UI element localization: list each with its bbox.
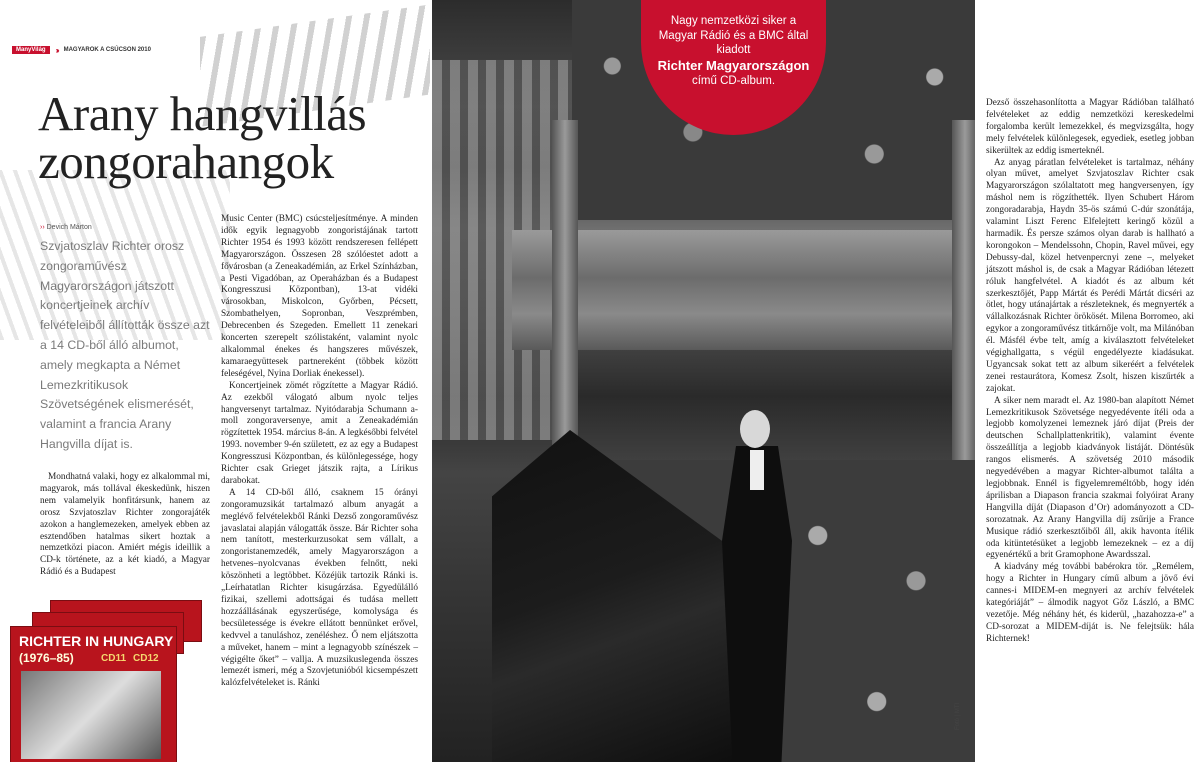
paragraph: Music Center (BMC) csúcsteljesítménye. A minden idők egyik legnagyobb zongoristájának tartott Richter 1954 és 1993 között rendszeresen fellépett Magyarországon. Összesen 28 szólóestet adott a fővárosban (a Zeneakadémián, az Erkel Színházban, a Pesti Vigadóban, az Operaházban és a Budapest Kongresszusi Központban), 13-at vidéki városokban, Miskolcon, Győrben, Pécsett, Szombathelyen, Sopronban, Veszprémben, Debrecenben és Szegeden. Emellett 11 zenekari koncerten szerepelt szólistaként, valamint nyolc alkalommal énekes és hangszeres művészek, kamaraegyüttesek partnereként (többek között feleségével, Nyina Dorliak énekessel). (221, 214, 418, 379)
paragraph: Az anyag páratlan felvételeket is tartalmaz, néhány olyan művet, amelyet Szvjatoszlav Richter csak Magyarországon szólaltatott meg hangversenyen, így máshol nem is rögzíthették. Ilyen Schubert Három zongoradarabja, Haydn 35-ös számú C-dúr szonátája, valamint Liszt Ferenc Elfelejtett keringő közül a harmadik. És persze számos olyan darab is hallható a korongokon – Mendelssohn, Chopin, Ravel művei, egy Debussy-dal, közel hetvenpercnyi zene –, melyeket játszott máshol is, de csak a Magyar Rádióban létezett róluk hangfelvétel. A kiadót és az album két szerkesztőjét, Papp Mártát és Perédi Mártát dicséri az ötlet, hogy utánajártak a részleteknek, és megnyerték a vállalkozásnak Richter örökösét. Milena Borromeo, aki egykor a zongoraművész titkárnője volt, ma Milánóban él. Másfél évbe telt, amíg a kiválasztott felvételeket végighallgatta, s végül engedélyezte kiadásukat. Ugyancsak sokat tett az album sikeréért a felvételek zenei restaurátora, Komesz Zsolt, hiszen kiszűrték a zajokat. (986, 157, 1194, 394)
balcony-railing (512, 230, 975, 350)
pianist-figure (722, 410, 792, 762)
left-page (0, 0, 430, 762)
badge-line-1: Nagy nemzetközi siker a Magyar Rádió és a BMC által kiadott (658, 15, 809, 56)
badge-highlight: Richter Magyarországon (657, 57, 810, 73)
pianist-shirt (750, 450, 764, 490)
pianist-head (740, 410, 770, 448)
paragraph: A 14 CD-ből álló, csaknem 15 órányi zongoramuzsikát tartalmazó album anyagát a meglévő felvételekből Ránki Dezső zongoraművész javaslatai alapján válogatták össze. Bár Richter soha nem tanított, mesterkurzusokat sem vállalt, a zongoristanemzedék, amely Magyarországon a hetvenes–nyolcvanas években felnőtt, neki köszönheti a legtöbbet. Közéjük tartozik Ránki is. „Leírhatatlan Richter kisugárzása. Egyedülálló fizikai, szellemi adottságai és tudása mellett hozzáállásának egyszerűsége, komolysága és becsületessége is évekre ellátott bennünket erővel, kedvvel a tanuláshoz, zenéléshez. Ő nem eljátszotta a műveket, hanem – mint a legnagyobb színészek – végigélte őket” – vallja. A muzsikuslegenda összes lemezét ismeri, még a Szovjetunióból kicsempészett kalózfelvételeket is. Ránki (221, 487, 418, 689)
paragraph: Koncertjeinek zömét rögzítette a Magyar Rádió. Az ezekből válogató album nyolc teljes hangversenyt tartalmaz. Nyitódarabja Schumann a-moll zongoraversenye, amit a Zeneakadémián rögzítettek 1954. március 8-án. A legkésőbbi felvétel 1993. november 9-én született, ez az egy a Budapest Kongresszusi Központban, és különlegessége, hogy Richter csak Grieget játszik rajta, a Lírikus darabokat. (221, 380, 418, 486)
cd-disc-label: CD11 (101, 653, 127, 664)
body-column-2 (221, 214, 418, 690)
badge-line-2: című CD-album. (691, 74, 776, 87)
cd-box-front (10, 626, 177, 762)
cd-years: (1976–85) (19, 651, 74, 665)
author-name: Devich Márton (46, 224, 92, 231)
cd-title: RICHTER IN HUNGARY (19, 633, 174, 649)
paragraph: Dezső összehasonlította a Magyar Rádióban található felvételeket az eddig nemzetközi kereskedelmi forgalomba került lemezekkel, és megvizsgálta, hogy mely felvételek különlegesek, egyediek, esetleg jobban sikerültek az eddig ismerteknél. (986, 98, 1194, 156)
chevron-right-icon: ›› (40, 224, 45, 231)
badge-text (653, 14, 814, 88)
cd-disc-label: CD12 (133, 653, 159, 664)
section-header (12, 44, 151, 56)
cd-cover-photo (21, 671, 161, 759)
paragraph: Mondhatná valaki, hogy ez alkalommal mi, magyarok, más tollával ékeskedünk, hiszen nem valamelyik honfitársunk, hanem az orosz Szvjatoszlav Richter zongorajáték azokon a hanglemezeken, amelyek ebben az esztendőben hatalmas sikert hoztak a nemzetközi piacon. Amiért mégis ideillik a CD-k története, az a két kiadó, a Magyar Rádió és a Budapest (40, 472, 210, 578)
article-title: Arany hangvillás zongorahangok (38, 86, 367, 189)
article-lead: Szvjatoszlav Richter orosz zongoraművész Magyarországon játszott koncertjeinek archív felvételeiből állították össze azt a 14 CD-ből álló albumot, amely megkapta a Német Lemezkritikusok Szövetségének elismerését, valamint a francia Arany Hangvilla díjat is. (40, 239, 210, 451)
photo-credit: Fotó | MTI (955, 702, 961, 730)
body-column-3 (986, 98, 1194, 646)
chevron-right-icon: ››› (55, 45, 58, 55)
body-column-1 (40, 472, 210, 579)
cd-set-image (10, 600, 205, 762)
author-byline (40, 224, 92, 231)
paragraph: A kiadvány még további babérokra tör. „Remélem, hogy a Richter in Hungary című album a jövő évi cannes-i MIDEM-en megnyeri az archív felvételek kategóriáját” – álmodik nagyot Gőz László, a BMC vezetője. Még néhány hét, és kiderül, „hazahozza-e” a CD-sorozat a MIDEM-díját is. Ne felejtsük: hála Richternek! (986, 562, 1194, 644)
section-label: MAGYAROK A CSÚCSON 2010 (63, 47, 151, 53)
magazine-logo: ManyVilág (12, 46, 50, 54)
pianist-body (722, 446, 792, 762)
paragraph: A siker nem maradt el. Az 1980-ban alapított Német Lemezkritikusok Szövetsége negyedévente ítéli oda a legjobb komolyzenei lemeznek járó díjat (Preis der deutschen Schallplattenkritik), valamint évente összeállítja a legjobb kiadványok listáját. Döntésük rangos elismerés. A szövetség 2010 második negyedévében a magyar Richter-albumot találta a legjobbnak. Ennél is figyelemreméltóbb, hogy idén áprilisban a Diapason francia szakmai folyóirat Arany Hangvilla díját (Diapason d’Or) adományozott a CD-sorozatnak. Az Arany Hangvilla díj zsűrije a France Musique rádió szerkesztőiből áll, akik havonta ítélik oda kitüntetésüket a legjobb lemezeknek – ez a díj egyenértékű a brit Gramophone Awardsszal. (986, 395, 1194, 561)
